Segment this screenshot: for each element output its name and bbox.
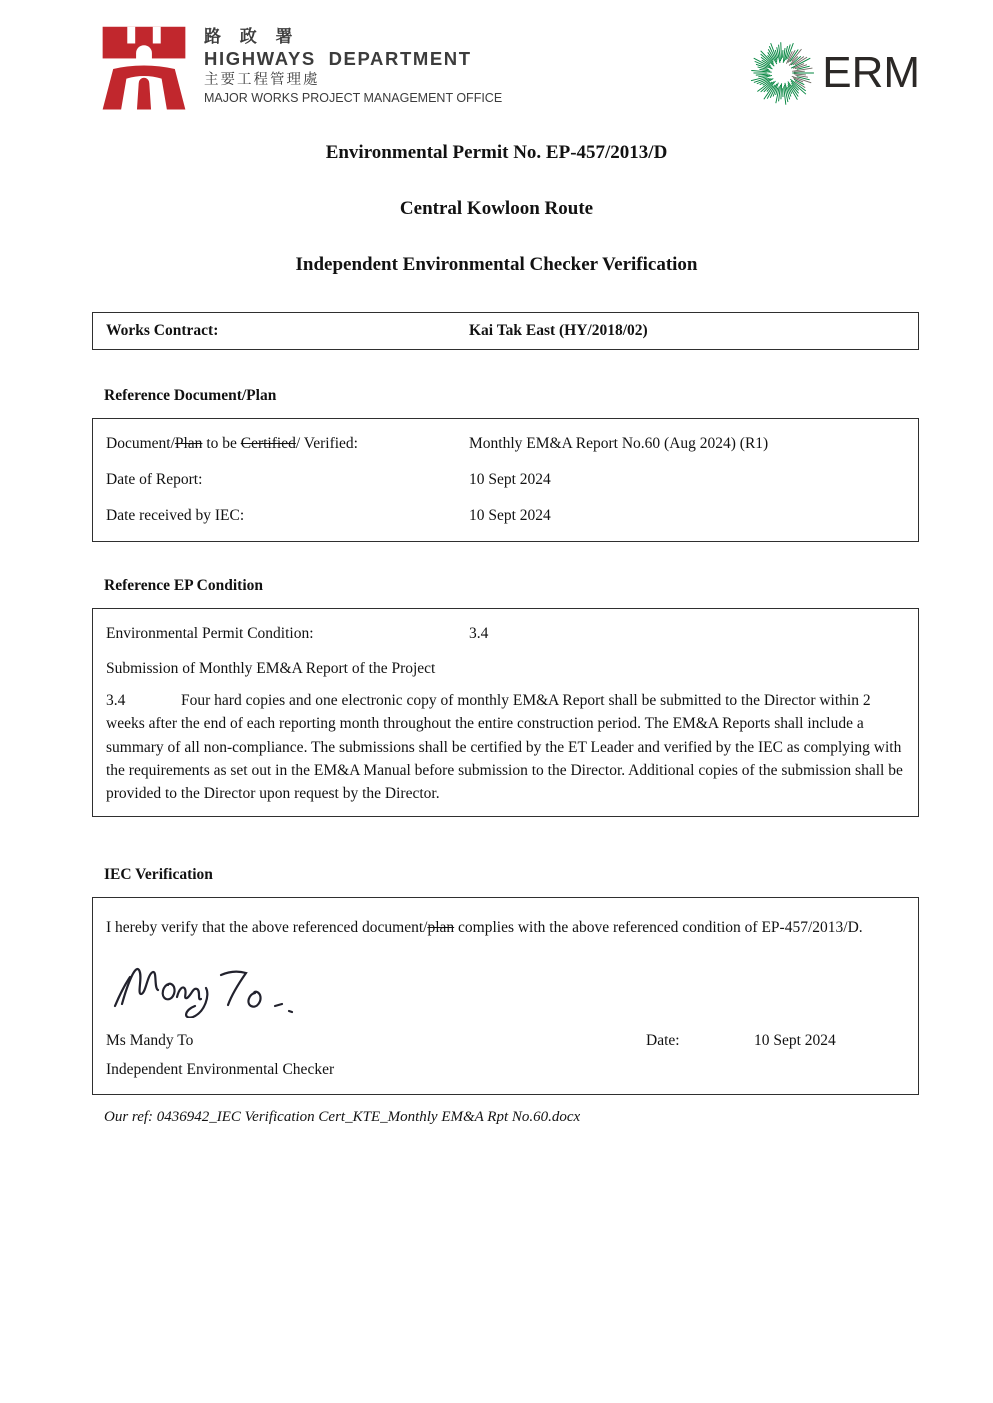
verification-statement: [106, 916, 904, 939]
title-block: [0, 142, 993, 276]
date-value: 10 Sept 2024: [754, 1031, 836, 1049]
signatory-name: Ms Mandy To: [106, 1031, 194, 1049]
ep-condition-label: Environmental Permit Condition:: [106, 625, 314, 642]
works-contract-label: Works Contract:: [106, 322, 219, 339]
hyd-logo-block: [100, 25, 502, 113]
erm-sunburst-icon: [748, 39, 816, 107]
our-ref-line: Our ref: 0436942_IEC Verification Cert_KTE_Monthly EM&A Rpt No.60.docx: [104, 1108, 581, 1125]
project-title: Central Kowloon Route: [399, 198, 594, 219]
works-contract-box: [92, 312, 919, 350]
reference-document-heading: Reference Document/Plan: [104, 387, 277, 404]
header: [0, 0, 993, 120]
verify-struck-plan: plan: [427, 919, 455, 937]
doc-label-part2: to be: [202, 435, 241, 452]
ep-condition-value: 3.4: [469, 625, 489, 642]
doc-label-struck-plan: Plan: [174, 435, 203, 452]
erm-logo-text: ERM: [822, 48, 920, 97]
clause-text: Four hard copies and one electronic copy of monthly EM&A Report shall be submitted to the Director within 2 weeks after the end of each reporting month throughout the entire construction period. The EM&A Reports shall include a summary of all non-compliance. The submissions shall be certified by the ET Leader and verified by the IEC as complying with the requirements as set out in the EM&A Manual before submission to the Director. Additional copies of the submission shall be provided to the Director upon request by the Director.: [106, 692, 903, 803]
hyd-office-zh: 主要工程管理處: [204, 72, 320, 88]
mandy-to-signature: [109, 950, 304, 1018]
erm-logo-block: [748, 39, 920, 107]
verify-part1: I hereby verify that the above referenced document/: [106, 919, 428, 937]
date-of-report-row: [93, 462, 918, 498]
hyd-office-en: MAJOR WORKS PROJECT MANAGEMENT OFFICE: [204, 91, 503, 105]
document-verified-label: [106, 435, 469, 453]
ep-condition-heading: Reference EP Condition: [104, 577, 264, 594]
ep-condition-row: [93, 617, 918, 645]
clause-number: 3.4: [106, 692, 126, 709]
date-received-row: [93, 498, 918, 534]
document-verified-value: Monthly EM&A Report No.60 (Aug 2024) (R1): [469, 435, 769, 452]
date-of-report-value: 10 Sept 2024: [469, 471, 551, 488]
ep-condition-subject: Submission of Monthly EM&A Report of the Project: [106, 660, 436, 677]
signatory-title: Independent Environmental Checker: [106, 1060, 335, 1078]
verify-part2: complies with the above referenced condition of EP-457/2013/D.: [454, 919, 863, 937]
signatory-date-row: [106, 1032, 904, 1050]
reference-document-box: [92, 418, 919, 542]
doc-label-struck-certified: Certified: [240, 435, 296, 452]
doc-label-part1: Document/: [106, 435, 175, 452]
iec-verification-box: [92, 897, 919, 1094]
date-label: Date:: [646, 1031, 680, 1049]
hyd-name-en: HIGHWAYS DEPARTMENT: [204, 48, 472, 69]
date-received-value: 10 Sept 2024: [469, 507, 551, 524]
date-of-report-label: Date of Report:: [106, 471, 203, 488]
hyd-name-zh: 路 政 署: [204, 27, 300, 46]
doc-label-part3: / Verified:: [295, 435, 358, 452]
iec-verification-heading: IEC Verification: [104, 866, 213, 884]
works-contract-value: Kai Tak East (HY/2018/02): [469, 322, 648, 339]
highways-department-logo-icon: [100, 25, 188, 113]
ep-condition-box: [92, 608, 919, 817]
hyd-text-block: [204, 25, 502, 107]
ep-condition-clause: [106, 689, 904, 805]
document-verified-row: [93, 426, 918, 462]
date-received-label: Date received by IEC:: [106, 507, 245, 524]
works-contract-row: [93, 313, 918, 349]
document-title: Independent Environmental Checker Verification: [295, 254, 698, 275]
permit-number-title: Environmental Permit No. EP-457/2013/D: [325, 142, 668, 163]
